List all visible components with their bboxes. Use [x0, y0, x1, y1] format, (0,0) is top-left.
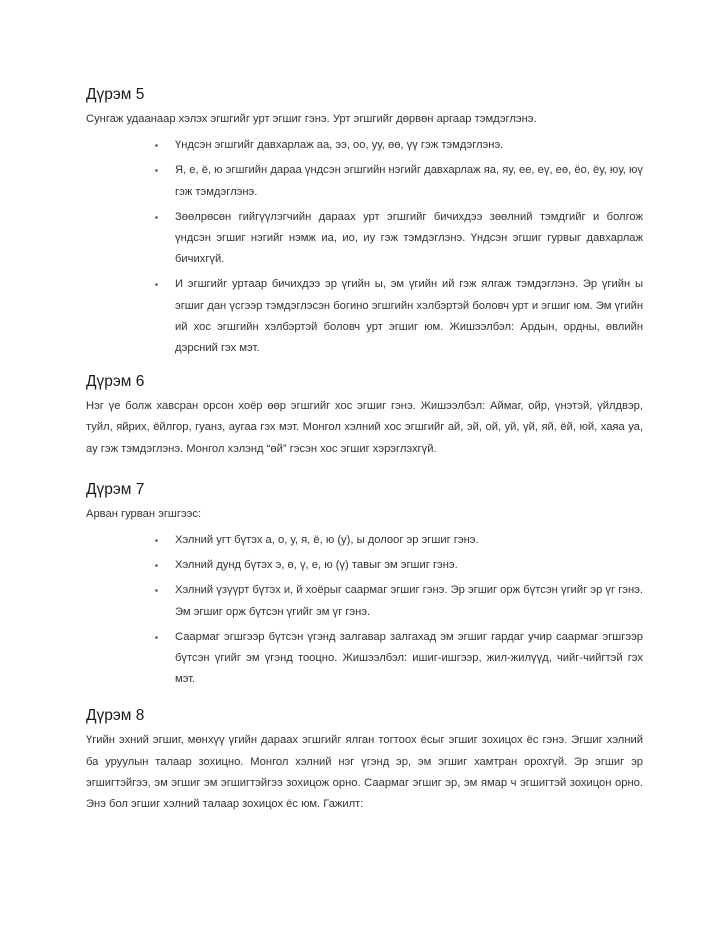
bullet-item — [155, 580, 643, 622]
bullet-icon: ▪ — [155, 141, 158, 151]
section-rule-8 — [86, 707, 643, 815]
bullet-text: Я, е, ё, ю эгшгийн дараа үндсэн эгшгийн нэгийг давхарлаж яа, яу, ее, еү, еө, ёо, ёу, юу, юү гэж тэмдэглэнэ. — [175, 164, 643, 198]
bullet-text: Үндсэн эгшгийг давхарлаж аа, ээ, оо, уу, өө, үү гэж тэмдэглэнэ. — [175, 139, 504, 152]
bullet-text: Хэлний угт бүтэх а, о, у, я, ё, ю (у), ы долоог эр эгшиг гэнэ. — [175, 534, 479, 547]
bullet-text: И эгшгийг уртаар бичихдээ эр үгийн ы, эм үгийн ий гэж ялгаж тэмдэглэнэ. Эр үгийн ы эгшиг дан үсгээр тэмдэглэсэн богино эгшгийн хэлбэртэй боловч урт и эгшиг юм. Эм үгийн ий хос эгшгийн хэлбэртэй боловч урт эгшиг юм. Жишээлбэл: Ардын, ордны, өвлийн дэрсний гэх мэт. — [175, 278, 643, 355]
section-heading: Дүрэм 5 — [86, 86, 145, 103]
bullet-item — [155, 207, 643, 271]
section-heading: Дүрэм 8 — [86, 707, 145, 725]
bullet-icon: ▪ — [155, 280, 158, 290]
bullet-icon: ▪ — [155, 561, 158, 571]
bullet-item — [155, 274, 643, 359]
bullet-text: Хэлний дунд бүтэх э, ө, ү, е, ю (ү) тавыг эм эгшиг гэнэ. — [175, 559, 458, 572]
bullet-icon: ▪ — [155, 632, 158, 642]
bullet-icon: ▪ — [155, 536, 158, 546]
bullet-list — [86, 530, 643, 690]
bullet-icon: ▪ — [155, 212, 158, 222]
section-heading: Дүрэм 7 — [86, 480, 145, 498]
section-paragraph: Нэг үе болж хавсран орсон хоёр өөр эгшгийг хос эгшиг гэнэ. Жишээлбэл: Аймаг, ойр, үнэтэй, үйлдвэр, туйл, яйрих, ёйлгор, гуанз, аугаа гэх мэт. Монгол хэлний хос эгшгийг ай, эй, ой, уй, үй, яй, ёй, юй, хаяа уа, ау гэж тэмдэглэнэ. Монгол хэлэнд “өй” гэсэн хос эгшиг хэрэглэхгүй. — [86, 400, 643, 455]
section-heading: Дүрэм 6 — [86, 373, 145, 391]
bullet-item — [155, 135, 643, 156]
bullet-text: Саармаг эгшгээр бүтсэн үгэнд залгавар залгахад эм эгшиг гардаг учир саармаг эгшгээр бүтсэн үгийг эм үгэнд тооцно. Жишээлбэл: ишиг-ишгээр, жил-жилүүд, чийг-чийгтэй гэх мэт. — [175, 630, 643, 686]
bullet-text: Хэлний үзүүрт бүтэх и, й хоёрыг саармаг эгшиг гэнэ. Эр эгшиг орж бүтсэн үгийг эр үг гэнэ. Эм эгшиг орж бүтсэн үгийг эм үг гэнэ. — [175, 584, 643, 618]
bullet-item — [155, 160, 643, 202]
bullet-icon: ▪ — [155, 166, 158, 176]
bullet-list — [86, 135, 643, 359]
bullet-item — [155, 627, 643, 691]
section-rule-6 — [86, 373, 643, 460]
bullet-item — [155, 530, 643, 551]
section-paragraph: Арван гурван эгшгээс: — [86, 507, 202, 520]
bullet-text: Зөөлрөсөн гийгүүлэгчийн дараах урт эгшгийг бичихдээ зөөлний тэмдгийг и болгож үндсэн эгшиг нэгийг нэмж иа, ио, иу гэж тэмдэглэнэ. Үндсэн эгшиг гурвыг давхарлаж бичихгүй. — [175, 210, 643, 266]
bullet-item — [155, 555, 643, 576]
section-paragraph: Үгийн эхний эгшиг, мөнхүү үгийн дараах эгшгийг ялган тогтоох ёсыг эгшиг зохицох ёс гэнэ. Эгшиг хэлний ба уруулын талаар зохицно. Монгол хэлний нэг үгэнд эр, эм эгшиг хамтран орохгүй. Эр эгшиг эр эгшигтэйгээ, эм эгшиг эм эгшигтэйгээ зохицож орно. Саармаг эгшиг эр, эм ямар ч эгшигтэй зохицон орно. Энэ бол эгшиг хэлний талаар зохицох ёс юм. Гажилт: — [86, 734, 643, 811]
section-paragraph: Сунгаж удаанаар хэлэх эгшгийг урт эгшиг гэнэ. Урт эгшгийг дөрвөн аргаар тэмдэглэнэ. — [86, 113, 537, 125]
section-rule-5 — [86, 86, 643, 359]
bullet-icon: ▪ — [155, 586, 158, 596]
section-rule-7 — [86, 481, 643, 691]
